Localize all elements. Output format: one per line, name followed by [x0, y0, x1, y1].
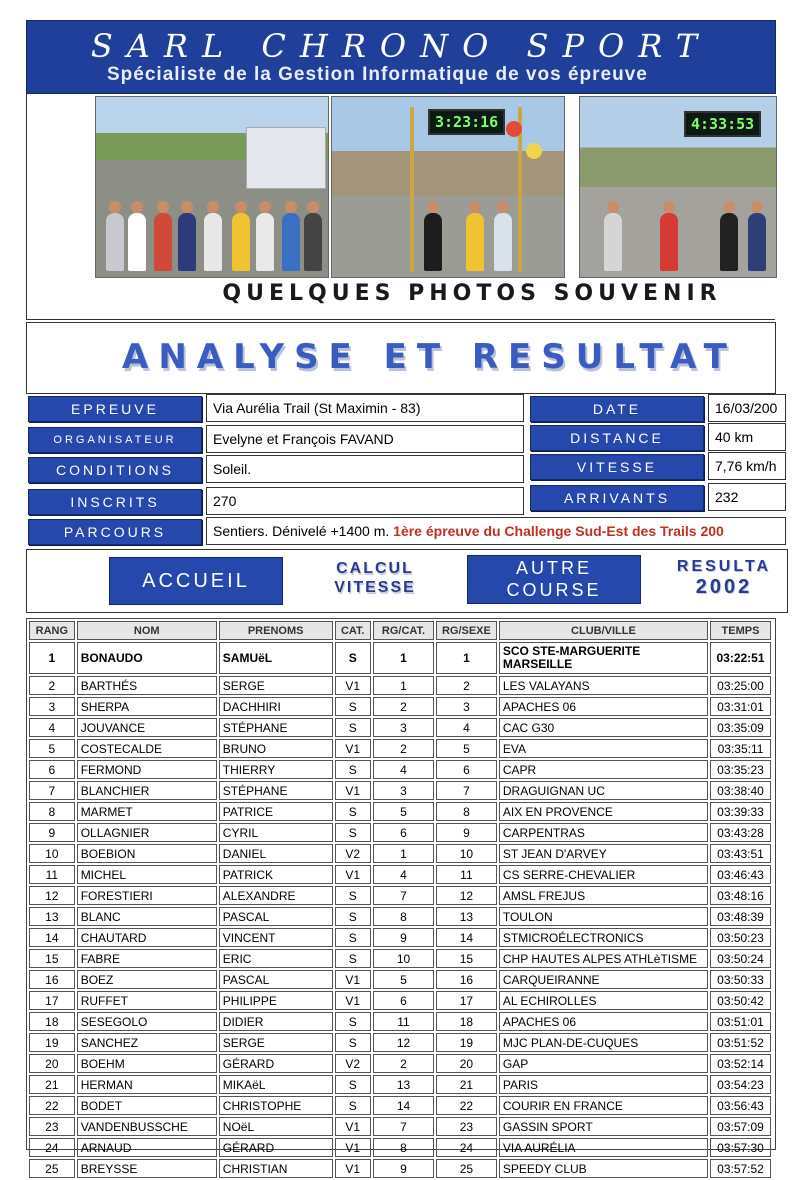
cell-time: 03:50:23 — [710, 928, 771, 947]
cell-time: 03:57:09 — [710, 1117, 771, 1136]
cell-first-name: VINCENT — [219, 928, 333, 947]
cell-first-name: GÉRARD — [219, 1138, 333, 1157]
cell-club: APACHES 06 — [499, 697, 708, 716]
cell-rank: 21 — [29, 1075, 75, 1094]
cell-rank: 4 — [29, 718, 75, 737]
cell-category: S — [335, 886, 372, 905]
cell-rank: 19 — [29, 1033, 75, 1052]
table-row — [29, 1096, 771, 1115]
photo-1[interactable] — [95, 96, 329, 278]
cell-club: DRAGUIGNAN UC — [499, 781, 708, 800]
accueil-button[interactable]: ACCUEIL — [109, 557, 283, 605]
cell-rank: 13 — [29, 907, 75, 926]
company-title: SARL CHRONO SPORT — [90, 27, 712, 65]
cell-category: S — [335, 697, 372, 716]
cell-rank-category: 1 — [373, 844, 434, 863]
table-row — [29, 781, 771, 800]
cell-category: V1 — [335, 1138, 372, 1157]
col-rang: RANG — [29, 621, 75, 640]
col-temps: TEMPS — [710, 621, 771, 640]
cell-first-name: CHRISTOPHE — [219, 1096, 333, 1115]
challenge-note: 1ère épreuve du Challenge Sud-Est des Trails 200 — [393, 523, 724, 539]
cell-rank-category: 9 — [373, 1159, 434, 1178]
cell-last-name: MARMET — [77, 802, 217, 821]
cell-club: ST JEAN D'ARVEY — [499, 844, 708, 863]
cell-time: 03:50:33 — [710, 970, 771, 989]
cell-club: TOULON — [499, 907, 708, 926]
cell-rank: 10 — [29, 844, 75, 863]
date-value: 16/03/200 — [708, 394, 786, 422]
table-row — [29, 949, 771, 968]
cell-rank-sex: 19 — [436, 1033, 497, 1052]
cell-club: VIA AURÉLIA — [499, 1138, 708, 1157]
cell-rank-category: 7 — [373, 1117, 434, 1136]
cell-time: 03:35:11 — [710, 739, 771, 758]
results-table-wrapper — [26, 618, 776, 1176]
vitesse-label: VITESSE — [530, 454, 704, 480]
conditions-label: CONDITIONS — [28, 457, 202, 483]
table-row — [29, 886, 771, 905]
cell-rank: 23 — [29, 1117, 75, 1136]
resultats-line2: 2002 — [695, 576, 753, 598]
cell-category: S — [335, 1012, 372, 1031]
company-subtitle: Spécialiste de la Gestion Informatique de vos épreuve — [107, 64, 648, 85]
cell-rank-sex: 9 — [436, 823, 497, 842]
cell-rank-category: 6 — [373, 823, 434, 842]
inscrits-value: 270 — [206, 487, 524, 515]
resultats-2002-link[interactable] — [649, 556, 799, 598]
col-rg-cat: RG/CAT. — [373, 621, 434, 640]
table-row — [29, 991, 771, 1010]
cell-first-name: STÉPHANE — [219, 718, 333, 737]
table-row — [29, 1075, 771, 1094]
cell-rank: 12 — [29, 886, 75, 905]
cell-first-name: ALEXANDRE — [219, 886, 333, 905]
table-row — [29, 802, 771, 821]
autre-course-button[interactable] — [467, 555, 641, 604]
cell-club: LES VALAYANS — [499, 676, 708, 695]
cell-rank-sex: 4 — [436, 718, 497, 737]
cell-category: S — [335, 1033, 372, 1052]
cell-time: 03:25:00 — [710, 676, 771, 695]
col-nom: NOM — [77, 621, 217, 640]
col-rg-sexe: RG/SEXE — [436, 621, 497, 640]
conditions-value: Soleil. — [206, 455, 524, 483]
cell-club: CARPENTRAS — [499, 823, 708, 842]
cell-rank-category: 3 — [373, 781, 434, 800]
autre-line1: AUTRE — [515, 558, 592, 578]
table-row — [29, 760, 771, 779]
table-row — [29, 928, 771, 947]
cell-first-name: THIERRY — [219, 760, 333, 779]
table-header-row — [29, 621, 771, 640]
cell-rank-sex: 24 — [436, 1138, 497, 1157]
cell-rank-category: 8 — [373, 1138, 434, 1157]
cell-club: CAPR — [499, 760, 708, 779]
cell-rank-sex: 23 — [436, 1117, 497, 1136]
cell-rank-category: 10 — [373, 949, 434, 968]
cell-first-name: DIDIER — [219, 1012, 333, 1031]
cell-last-name: BREYSSE — [77, 1159, 217, 1178]
epreuve-value: Via Aurélia Trail (St Maximin - 83) — [206, 394, 524, 422]
cell-rank-sex: 2 — [436, 676, 497, 695]
cell-category: V2 — [335, 1054, 372, 1073]
cell-rank: 14 — [29, 928, 75, 947]
cell-category: S — [335, 928, 372, 947]
cell-rank-sex: 13 — [436, 907, 497, 926]
date-label: DATE — [530, 396, 704, 422]
cell-rank-category: 4 — [373, 865, 434, 884]
parcours-label: PARCOURS — [28, 519, 202, 545]
parcours-value — [206, 517, 786, 545]
cell-club: AIX EN PROVENCE — [499, 802, 708, 821]
cell-club: SCO STE-MARGUERITE MARSEILLE — [499, 642, 708, 674]
cell-last-name: BLANC — [77, 907, 217, 926]
table-row — [29, 739, 771, 758]
cell-rank-sex: 20 — [436, 1054, 497, 1073]
cell-last-name: BOEBION — [77, 844, 217, 863]
cell-category: V1 — [335, 970, 372, 989]
cell-last-name: COSTECALDE — [77, 739, 217, 758]
calcul-line2: VITESSE — [334, 579, 416, 596]
cell-rank-sex: 16 — [436, 970, 497, 989]
cell-rank-category: 13 — [373, 1075, 434, 1094]
cell-club: CHP HAUTES ALPES ATHLèTISME — [499, 949, 708, 968]
cell-first-name: SERGE — [219, 676, 333, 695]
calcul-vitesse-link[interactable] — [309, 559, 441, 597]
cell-time: 03:43:28 — [710, 823, 771, 842]
cell-category: V1 — [335, 1159, 372, 1178]
cell-rank: 9 — [29, 823, 75, 842]
cell-club: CS SERRE-CHEVALIER — [499, 865, 708, 884]
results-body — [29, 642, 771, 1178]
cell-last-name: FORESTIERI — [77, 886, 217, 905]
cell-club: EVA — [499, 739, 708, 758]
organisateur-value: Evelyne et François FAVAND — [206, 425, 524, 453]
cell-rank: 18 — [29, 1012, 75, 1031]
cell-rank-category: 4 — [373, 760, 434, 779]
cell-category: V2 — [335, 844, 372, 863]
cell-category: S — [335, 1075, 372, 1094]
cell-rank-sex: 1 — [436, 642, 497, 674]
cell-last-name: SHERPA — [77, 697, 217, 716]
table-row — [29, 718, 771, 737]
cell-last-name: BONAUDO — [77, 642, 217, 674]
cell-last-name: JOUVANCE — [77, 718, 217, 737]
cell-first-name: SAMUëL — [219, 642, 333, 674]
col-club: CLUB/VILLE — [499, 621, 708, 640]
cell-time: 03:38:40 — [710, 781, 771, 800]
cell-time: 03:31:01 — [710, 697, 771, 716]
header-banner — [26, 20, 776, 94]
results-table — [27, 619, 773, 1180]
table-row — [29, 1159, 771, 1178]
cell-rank-category: 2 — [373, 697, 434, 716]
table-row — [29, 697, 771, 716]
cell-rank: 25 — [29, 1159, 75, 1178]
cell-time: 03:50:42 — [710, 991, 771, 1010]
cell-time: 03:35:09 — [710, 718, 771, 737]
cell-rank-sex: 17 — [436, 991, 497, 1010]
cell-category: V1 — [335, 739, 372, 758]
cell-rank-sex: 6 — [436, 760, 497, 779]
cell-rank: 7 — [29, 781, 75, 800]
cell-first-name: BRUNO — [219, 739, 333, 758]
table-row — [29, 844, 771, 863]
cell-club: CAC G30 — [499, 718, 708, 737]
cell-rank: 16 — [29, 970, 75, 989]
cell-first-name: PASCAL — [219, 970, 333, 989]
cell-rank-category: 12 — [373, 1033, 434, 1052]
cell-rank-sex: 14 — [436, 928, 497, 947]
cell-rank-category: 5 — [373, 802, 434, 821]
cell-first-name: STÉPHANE — [219, 781, 333, 800]
table-row — [29, 823, 771, 842]
cell-rank: 15 — [29, 949, 75, 968]
table-row — [29, 865, 771, 884]
navigation-bar — [26, 549, 788, 613]
cell-time: 03:51:52 — [710, 1033, 771, 1052]
cell-category: V1 — [335, 1117, 372, 1136]
cell-rank-category: 1 — [373, 676, 434, 695]
table-row — [29, 1117, 771, 1136]
cell-last-name: MICHEL — [77, 865, 217, 884]
cell-category: V1 — [335, 865, 372, 884]
cell-rank-category: 6 — [373, 991, 434, 1010]
cell-rank-sex: 22 — [436, 1096, 497, 1115]
cell-club: AMSL FREJUS — [499, 886, 708, 905]
cell-first-name: MIKAëL — [219, 1075, 333, 1094]
resultats-line1: RESULTA — [676, 558, 772, 575]
photos-caption: QUELQUES PHOTOS SOUVENIR — [222, 281, 722, 306]
distance-label: DISTANCE — [530, 425, 704, 451]
cell-time: 03:48:39 — [710, 907, 771, 926]
cell-club: GASSIN SPORT — [499, 1117, 708, 1136]
cell-rank-sex: 10 — [436, 844, 497, 863]
cell-club: SPEEDY CLUB — [499, 1159, 708, 1178]
cell-last-name: FERMOND — [77, 760, 217, 779]
cell-club: STMICROÉLECTRONICS — [499, 928, 708, 947]
cell-last-name: SESEGOLO — [77, 1012, 217, 1031]
cell-first-name: PHILIPPE — [219, 991, 333, 1010]
analysis-title: ANALYSE ET RESULTAT — [122, 337, 737, 377]
cell-category: S — [335, 823, 372, 842]
cell-first-name: ERIC — [219, 949, 333, 968]
cell-rank-sex: 11 — [436, 865, 497, 884]
cell-rank-sex: 15 — [436, 949, 497, 968]
cell-last-name: BOEHM — [77, 1054, 217, 1073]
cell-category: V1 — [335, 991, 372, 1010]
cell-rank-category: 14 — [373, 1096, 434, 1115]
cell-time: 03:56:43 — [710, 1096, 771, 1115]
cell-rank-category: 8 — [373, 907, 434, 926]
cell-rank-category: 2 — [373, 739, 434, 758]
table-row — [29, 1054, 771, 1073]
cell-club: AL ECHIROLLES — [499, 991, 708, 1010]
cell-category: S — [335, 642, 372, 674]
cell-time: 03:22:51 — [710, 642, 771, 674]
cell-rank-sex: 5 — [436, 739, 497, 758]
cell-time: 03:51:01 — [710, 1012, 771, 1031]
cell-rank: 24 — [29, 1138, 75, 1157]
cell-first-name: GÉRARD — [219, 1054, 333, 1073]
cell-rank-category: 1 — [373, 642, 434, 674]
cell-rank-category: 9 — [373, 928, 434, 947]
cell-club: MJC PLAN-DE-CUQUES — [499, 1033, 708, 1052]
cell-last-name: SANCHEZ — [77, 1033, 217, 1052]
cell-last-name: ARNAUD — [77, 1138, 217, 1157]
table-row — [29, 970, 771, 989]
cell-rank-sex: 12 — [436, 886, 497, 905]
cell-rank-sex: 25 — [436, 1159, 497, 1178]
cell-rank: 20 — [29, 1054, 75, 1073]
calcul-line1: CALCUL — [336, 560, 414, 577]
cell-rank: 6 — [29, 760, 75, 779]
cell-rank: 17 — [29, 991, 75, 1010]
cell-rank-sex: 21 — [436, 1075, 497, 1094]
cell-category: S — [335, 802, 372, 821]
cell-last-name: BOEZ — [77, 970, 217, 989]
parcours-text: Sentiers. Dénivelé +1400 m. — [213, 523, 390, 539]
cell-rank: 3 — [29, 697, 75, 716]
cell-rank-category: 2 — [373, 1054, 434, 1073]
cell-time: 03:57:30 — [710, 1138, 771, 1157]
cell-category: S — [335, 949, 372, 968]
cell-rank-sex: 7 — [436, 781, 497, 800]
autre-line2: COURSE — [506, 580, 602, 600]
cell-club: APACHES 06 — [499, 1012, 708, 1031]
cell-last-name: BLANCHIER — [77, 781, 217, 800]
cell-last-name: HERMAN — [77, 1075, 217, 1094]
distance-value: 40 km — [708, 423, 786, 451]
table-row — [29, 1033, 771, 1052]
cell-club: GAP — [499, 1054, 708, 1073]
cell-club: COURIR EN FRANCE — [499, 1096, 708, 1115]
cell-category: V1 — [335, 781, 372, 800]
cell-time: 03:35:23 — [710, 760, 771, 779]
cell-time: 03:39:33 — [710, 802, 771, 821]
table-row — [29, 1138, 771, 1157]
cell-time: 03:48:16 — [710, 886, 771, 905]
cell-last-name: RUFFET — [77, 991, 217, 1010]
cell-category: S — [335, 907, 372, 926]
cell-last-name: BARTHÉS — [77, 676, 217, 695]
cell-rank: 22 — [29, 1096, 75, 1115]
cell-rank-sex: 8 — [436, 802, 497, 821]
cell-time: 03:50:24 — [710, 949, 771, 968]
epreuve-label: EPREUVE — [28, 396, 202, 422]
cell-category: S — [335, 1096, 372, 1115]
cell-first-name: NOëL — [219, 1117, 333, 1136]
cell-first-name: PATRICK — [219, 865, 333, 884]
cell-time: 03:57:52 — [710, 1159, 771, 1178]
col-cat: CAT. — [335, 621, 372, 640]
cell-time: 03:46:43 — [710, 865, 771, 884]
photo-3[interactable] — [579, 96, 777, 278]
cell-rank: 11 — [29, 865, 75, 884]
cell-first-name: SERGE — [219, 1033, 333, 1052]
col-prenoms: PRENOMS — [219, 621, 333, 640]
cell-last-name: FABRE — [77, 949, 217, 968]
cell-first-name: CHRISTIAN — [219, 1159, 333, 1178]
cell-rank-sex: 18 — [436, 1012, 497, 1031]
cell-last-name: OLLAGNIER — [77, 823, 217, 842]
cell-rank-sex: 3 — [436, 697, 497, 716]
cell-club: CARQUEIRANNE — [499, 970, 708, 989]
cell-last-name: CHAUTARD — [77, 928, 217, 947]
table-row — [29, 1012, 771, 1031]
cell-time: 03:52:14 — [710, 1054, 771, 1073]
cell-last-name: VANDENBUSSCHE — [77, 1117, 217, 1136]
arrivants-label: ARRIVANTS — [530, 485, 704, 511]
vitesse-value: 7,76 km/h — [708, 452, 786, 480]
photo-section — [26, 93, 775, 320]
cell-rank: 8 — [29, 802, 75, 821]
cell-time: 03:54:23 — [710, 1075, 771, 1094]
analysis-heading-box — [26, 322, 776, 394]
cell-first-name: CYRIL — [219, 823, 333, 842]
table-row — [29, 642, 771, 674]
arrivants-value: 232 — [708, 483, 786, 511]
cell-rank-category: 7 — [373, 886, 434, 905]
organisateur-label: ORGANISATEUR — [28, 427, 202, 453]
photo-2[interactable] — [331, 96, 565, 278]
cell-last-name: BODET — [77, 1096, 217, 1115]
cell-rank: 5 — [29, 739, 75, 758]
cell-time: 03:43:51 — [710, 844, 771, 863]
cell-rank-category: 3 — [373, 718, 434, 737]
finish-clock-2: 4:33:53 — [684, 111, 761, 137]
table-row — [29, 907, 771, 926]
finish-clock-1: 3:23:16 — [428, 109, 505, 135]
table-row — [29, 676, 771, 695]
cell-category: S — [335, 760, 372, 779]
cell-rank-category: 11 — [373, 1012, 434, 1031]
cell-first-name: DANIEL — [219, 844, 333, 863]
cell-first-name: PASCAL — [219, 907, 333, 926]
cell-first-name: PATRICE — [219, 802, 333, 821]
cell-first-name: DACHHIRI — [219, 697, 333, 716]
cell-club: PARIS — [499, 1075, 708, 1094]
cell-rank: 1 — [29, 642, 75, 674]
inscrits-label: INSCRITS — [28, 489, 202, 515]
cell-category: S — [335, 718, 372, 737]
cell-category: V1 — [335, 676, 372, 695]
cell-rank-category: 5 — [373, 970, 434, 989]
cell-rank: 2 — [29, 676, 75, 695]
